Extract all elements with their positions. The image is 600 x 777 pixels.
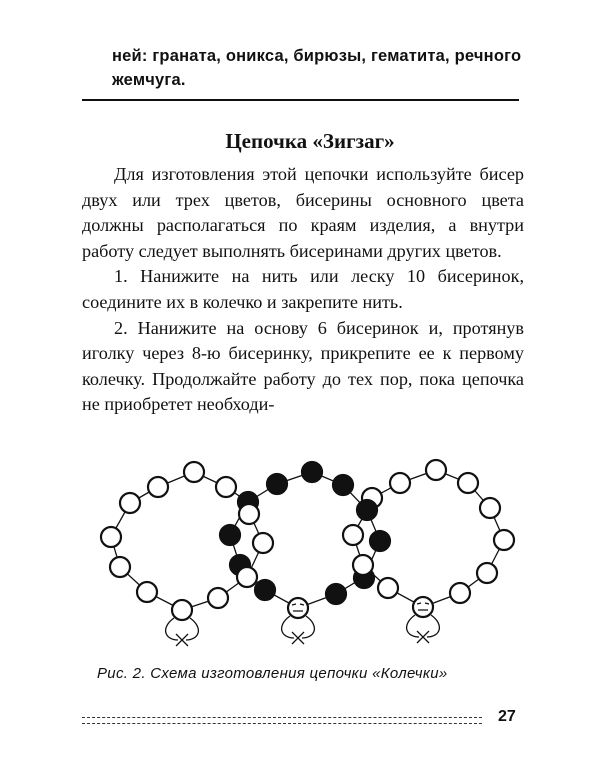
paragraph-step-2: 2. Нанижите на основу 6 бисеринок и, протянув иголку через 8-ю бисеринку, прикрепите ее к первому колечку. Продолжайте работу до тех пор, пока цепочка не приобретет необходи- bbox=[82, 317, 524, 415]
paragraph-intro: Для изготовления этой цепочки используйте бисер двух или трех цветов, бисерины основного цвета должны располагаться по краям изделия, а внутри работу следует выполнять бисеринами других цветов. bbox=[82, 164, 524, 261]
bead-chain-diagram bbox=[80, 445, 530, 650]
knot-marks bbox=[292, 603, 429, 611]
footer-divider bbox=[82, 717, 482, 724]
top-divider bbox=[82, 99, 519, 101]
thread-lines bbox=[111, 470, 504, 646]
section-heading: Цепочка «Зигзаг» bbox=[225, 129, 395, 153]
continuation-text: ней: граната, оникса, бирюзы, гематита, речного жемчуга. bbox=[112, 47, 522, 89]
figure-caption: Рис. 2. Схема изготовления цепочки «Колечки» bbox=[97, 665, 448, 682]
body-text bbox=[82, 162, 524, 418]
paragraph-step-1: 1. Нанижите на нить или леску 10 бисеринок, соедините их в колечко и закрепите нить. bbox=[82, 266, 524, 312]
beads bbox=[101, 460, 514, 620]
page-number: 27 bbox=[498, 708, 516, 725]
